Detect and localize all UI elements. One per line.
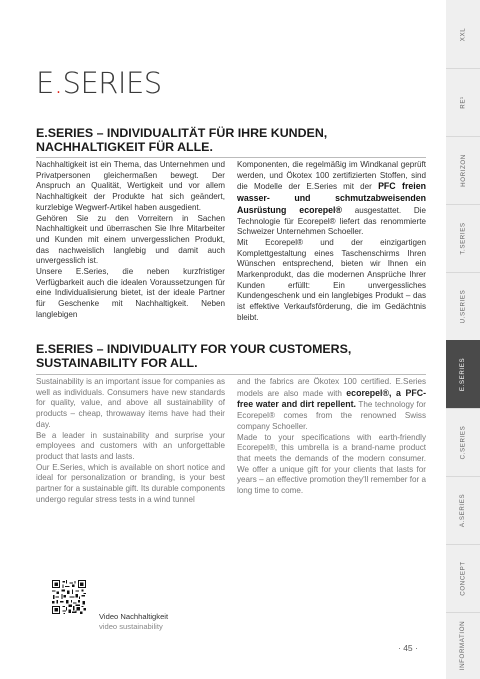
video-caption [99, 612, 168, 631]
tab-e-series[interactable] [446, 340, 480, 409]
page-title: E.SERIES [36, 66, 162, 100]
side-navigation [446, 0, 480, 679]
english-heading: E.SERIES – INDIVIDUALITY FOR YOUR CUSTOMERS, SUSTAINABILITY FOR ALL. [36, 342, 352, 370]
tab-concept[interactable] [446, 544, 480, 613]
tab-label: CONCEPT [459, 560, 467, 596]
german-col1-text: Nachhaltigkeit ist ein Thema, das Unternehmen und Privatpersonen gleichermaßen bewegt. Der Anspruch an Qualität, Wertigkeit und vor allem Nachhaltigkeit der Produkte hat sich geändert, kurzlebige Wegwerf-Artikel haben ausgedient. Gehören Sie zu den Vorreitern in Sachen Nachhaltigkeit und überraschen Sie Ihre Mitarbeiter und Kunden mit einem unvergesslichen Produkt, das nachweislich langlebig und damit auch unvergesslich ist. Unsere E.Series, die neben kurzfristiger Verfügbarkeit auch die idealen Voraussetzungen für eine Individualisierung bietet, ist der ideale Partner für Geschenke mit Nachhaltigkeit. Neben langlebigen [36, 160, 225, 319]
german-column-2 [237, 160, 426, 324]
english-column-1 [36, 377, 225, 505]
tab-re1[interactable] [446, 68, 480, 137]
tab-information[interactable] [446, 612, 480, 679]
tab-label: HORIZON [459, 153, 467, 187]
english-col2-bold: ecorepel®, a PFC-free water and dirt repellent. [237, 387, 426, 410]
german-text [36, 160, 426, 324]
english-column-2 [237, 377, 426, 505]
tab-c-series[interactable] [446, 408, 480, 477]
german-column-1 [36, 160, 225, 324]
german-col2-text-a: Komponenten, die regelmäßig im Windkanal geprüft werden, und Ökotex 100 zertifizierten Stoffen, sind die Modelle der E.Series mit der [237, 160, 426, 192]
tab-horizon[interactable] [446, 136, 480, 205]
qr-code-icon[interactable] [52, 580, 86, 614]
video-label-en: video sustainability [99, 621, 163, 631]
german-divider [36, 157, 426, 158]
title-red-dot: . [53, 66, 63, 100]
english-divider [36, 374, 426, 375]
tab-u-series[interactable] [446, 272, 480, 341]
page-number: · 45 · [398, 643, 418, 653]
tab-t-series[interactable] [446, 204, 480, 273]
tab-label: RE¹ [459, 95, 467, 109]
video-label-de: Video Nachhaltigkeit [99, 612, 169, 621]
tab-label: U.SERIES [459, 289, 467, 323]
tab-label: A.SERIES [459, 493, 467, 527]
tab-label: T.SERIES [459, 221, 467, 255]
english-col2-text-b: The technology for Ecorepel® comes from the renowned Swiss company Schoeller. Made to your specifications with earth-friendly Ecorepel®, this umbrella is a brand-name product that meets the demands of the modern consumer. We offer a unique gift for your clients that lasts for years – an effective promotion they'll remember for a long time to come. [237, 400, 426, 496]
tab-label: XXL [459, 27, 467, 41]
tab-label: E.SERIES [459, 357, 467, 391]
german-col2-bold: PFC freien wasser- und schmutzabweisenden Ausrüstung ecorepel® [237, 181, 426, 215]
english-col2-text-a: and the fabrics are Ökotex 100 certified. E.Series models are also made with [237, 377, 426, 398]
tab-xxl[interactable] [446, 0, 480, 69]
english-text [36, 377, 426, 505]
german-col2-text-b: ausgestattet. Die Technologie für Ecorepel® liefert das renommierte Schweizer Unternehmen Schoeller. Mit Ecorepel® und der einzigartigen Komplettgestaltung eines Taschenschirms Ihren Wünschen entsprechend, bieten wir Ihnen ein Markenprodukt, das die modernen Ansprüche Ihrer Kunden erfüllt: Ein unvergessliches Kundengeschenk und ein langlebiges Produkt – das ist effektive Verkaufsförderung, die im Gedächtnis bleibt. [237, 205, 426, 322]
tab-label: C.SERIES [459, 425, 467, 459]
tab-a-series[interactable] [446, 476, 480, 545]
tab-label: INFORMATION [459, 620, 467, 671]
german-heading: E.SERIES – INDIVIDUALITÄT FÜR IHRE KUNDEN, NACHHALTIGKEIT FÜR ALLE. [36, 126, 328, 154]
english-col1-text: Sustainability is an important issue for companies as well as individuals. Consumers have new standards for quality, value, and above all sustainability of products – cheap, throwaway items have had their day. Be a leader in sustainability and surprise your employees and customers with an unforgettable product that lasts and lasts. Our E.Series, which is available on short notice and ideal for personalization or branding, is your best partner for a sustainable gift. Its durable components undergo regular stress tests in a wind tunnel [36, 377, 225, 504]
